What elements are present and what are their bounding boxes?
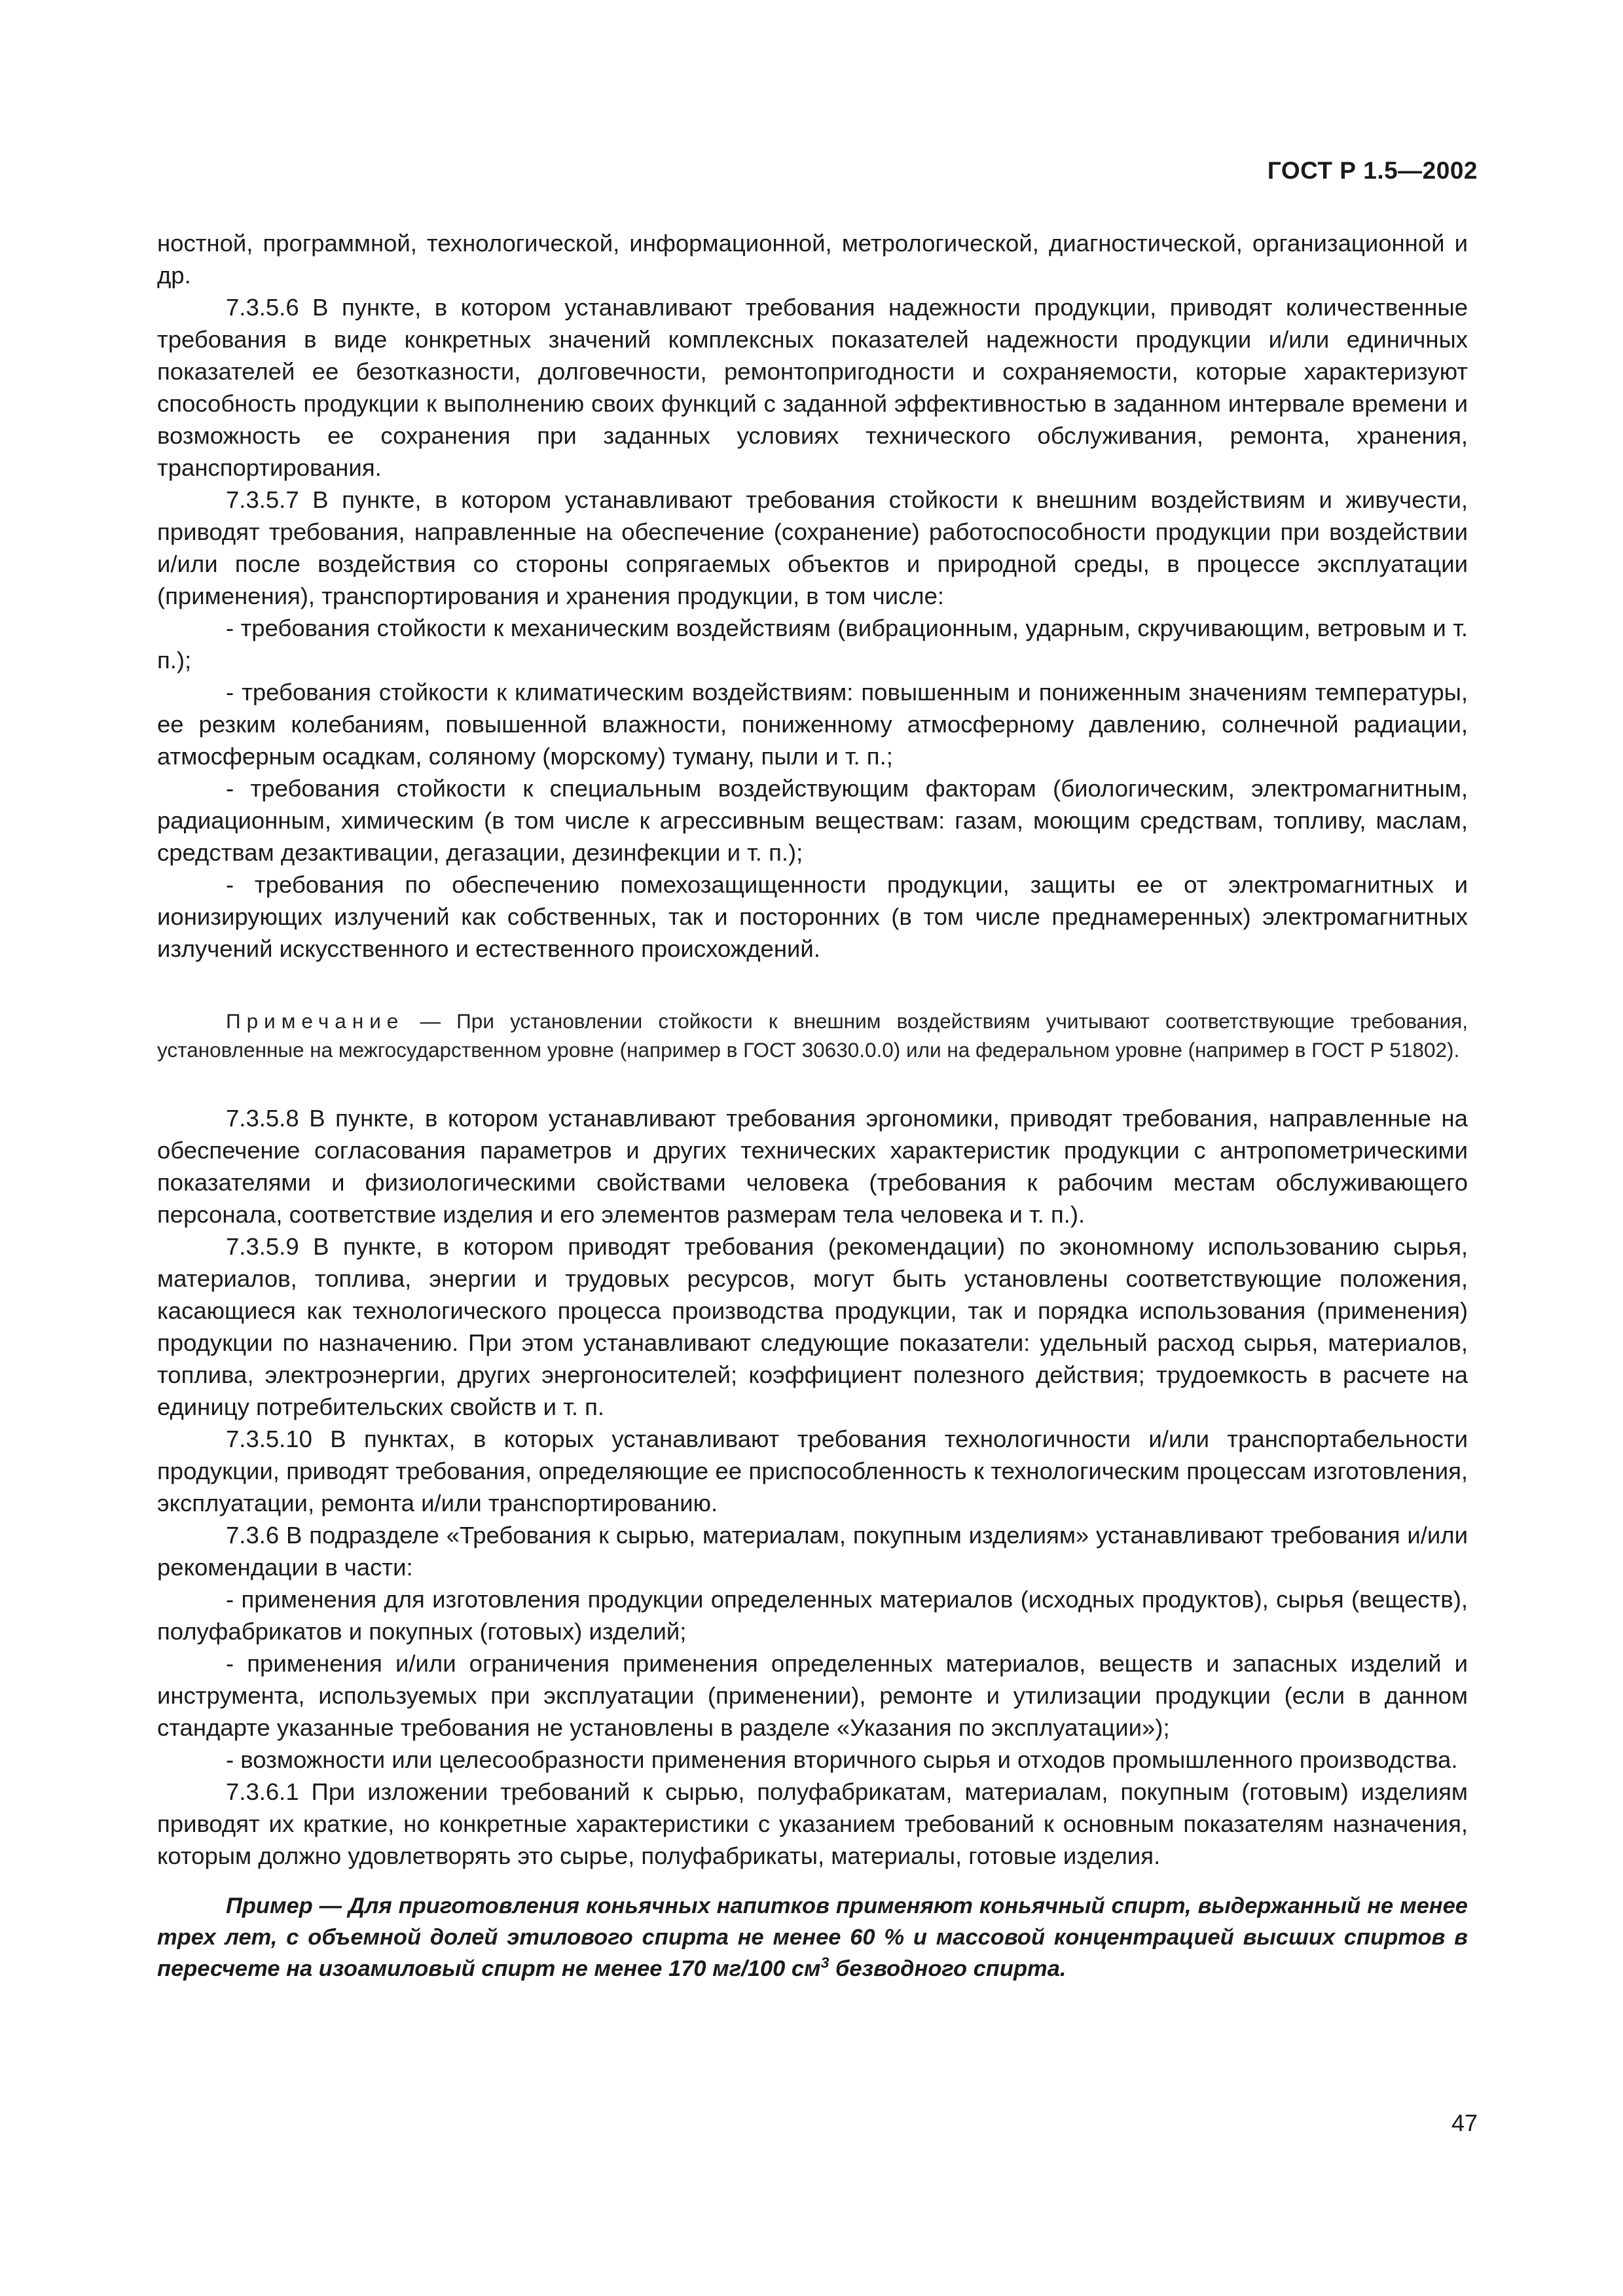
page-number: 47 (1451, 2109, 1478, 2136)
paragraph: 7.3.6.1 При изложении требований к сырью, полуфабрикатам, материалам, покупным (готовым) изделиям приводят их краткие, но конкретные характеристики с указанием требований к основным показателям назначения, которым должно удовлетворять это сырье, полуфабрикаты, материалы, готовые изделия. (157, 1778, 1468, 1869)
paragraph: 7.3.5.7 В пункте, в котором устанавливают требования стойкости к внешним воздействиям и живучести, приводят требования, направленные на обеспечение (сохранение) работоспособности продукции при воздействии и/или после воздействия со стороны сопрягаемых объектов и природной среды, в процессе эксплуатации (применения), транспортирования и хранения продукции, в том числе: (157, 486, 1468, 609)
list-item: - применения для изготовления продукции определенных материалов (исходных продуктов), сырья (веществ), полуфабрикатов и покупных (готовых) изделий; (157, 1586, 1468, 1645)
paragraph: ностной, программной, технологической, информационной, метрологической, диагностической, организационной и др. (157, 230, 1468, 289)
example (157, 1890, 1468, 1984)
list-item: - требования стойкости к механическим воздействиям (вибрационным, ударным, скручивающим, ветровым и т. п.); (157, 615, 1468, 673)
note-label: Примечание (226, 1009, 405, 1033)
example-tail: безводного спирта. (829, 1956, 1067, 1981)
paragraph: 7.3.5.8 В пункте, в котором устанавливают требования эргономики, приводят требования, направленные на обеспечение согласования параметров и других технических характеристик продукции с антропометрическими показателями и физиологическими свойствами человека (требования к рабочим местам обслуживающего персонала, соответствие изделия и его элементов размерам тела человека и т. п.). (157, 1105, 1468, 1228)
paragraph: 7.3.5.6 В пункте, в котором устанавливают требования надежности продукции, приводят количественные требования в виде конкретных значений комплексных показателей надежности продукции и/или единичных показателей ее безотказности, долговечности, ремонтопригодности и сохраняемости, которые характеризуют способность продукции к выполнению своих функций с заданной эффективностью в заданном интервале времени и возможность ее сохранения при заданных условиях технического обслуживания, ремонта, хранения, транспортирования. (157, 294, 1468, 481)
example-superscript: 3 (820, 1954, 830, 1971)
list-item: - требования по обеспечению помехозащищенности продукции, защиты ее от электромагнитных и ионизирующих излучений как собственных, так и посторонних (в том числе преднамеренных) электромагнитных излучений искусственного и естественного происхождений. (157, 871, 1468, 962)
paragraph: 7.3.6 В подразделе «Требования к сырью, материалам, покупным изделиям» устанавливают требования и/или рекомендации в части: (157, 1522, 1468, 1581)
note-text: — При установлении стойкости к внешним воздействиям учитывают соответствующие требования, установленные на межгосударственном уровне (например в ГОСТ 30630.0.0) или на федеральном уровне (например в ГОСТ Р 51802). (157, 1009, 1468, 1062)
list-item: - требования стойкости к специальным воздействующим факторам (биологическим, электромагнитным, радиационным, химическим (в том числе к агрессивным веществам: газам, моющим средствам, топливу, маслам, средствам дезактивации, дегазации, дезинфекции и т. п.); (157, 775, 1468, 866)
page-content (157, 227, 1468, 2007)
paragraph: 7.3.5.10 В пунктах, в которых устанавливают требования технологичности и/или транспортабельности продукции, приводят требования, определяющие ее приспособленность к технологическим процессам изготовления, эксплуатации, ремонта и/или транспортированию. (157, 1426, 1468, 1516)
list-item: - возможности или целесообразности применения вторичного сырья и отходов промышленного производства. (226, 1746, 1458, 1773)
list-item: - требования стойкости к климатическим воздействиям: повышенным и пониженным значениям температуры, ее резким колебаниям, повышенной влажности, пониженному атмосферному давлению, солнечной радиации, атмосферным осадкам, соляному (морскому) туману, пыли и т. п.; (157, 679, 1468, 770)
document-header: ГОСТ Р 1.5—2002 (1267, 157, 1478, 184)
note (157, 1007, 1468, 1064)
paragraph: 7.3.5.9 В пункте, в котором приводят требования (рекомендации) по экономному использованию сырья, материалов, топлива, энергии и трудовых ресурсов, могут быть установлены соответствующие положения, касающиеся как технологического процесса производства продукции, так и порядка использования (применения) продукции по назначению. При этом устанавливают следующие показатели: удельный расход сырья, материалов, топлива, электроэнергии, других энергоносителей; коэффициент полезного действия; трудоемкость в расчете на единицу потребительских свойств и т. п. (157, 1233, 1468, 1420)
example-text: Пример — Для приготовления коньячных напитков применяют коньячный спирт, выдержанный не менее трех лет, с объемной долей этилового спирта не менее 60 % и массовой концентрацией высших спиртов в пересчете на изоамиловый спирт не менее 170 мг/100 см (157, 1893, 1468, 1981)
list-item: - применения и/или ограничения применения определенных материалов, веществ и запасных изделий и инструмента, используемых при эксплуатации (применении), ремонте и утилизации продукции (если в данном стандарте указанные требования не установлены в разделе «Указания по эксплуатации»); (157, 1650, 1468, 1741)
